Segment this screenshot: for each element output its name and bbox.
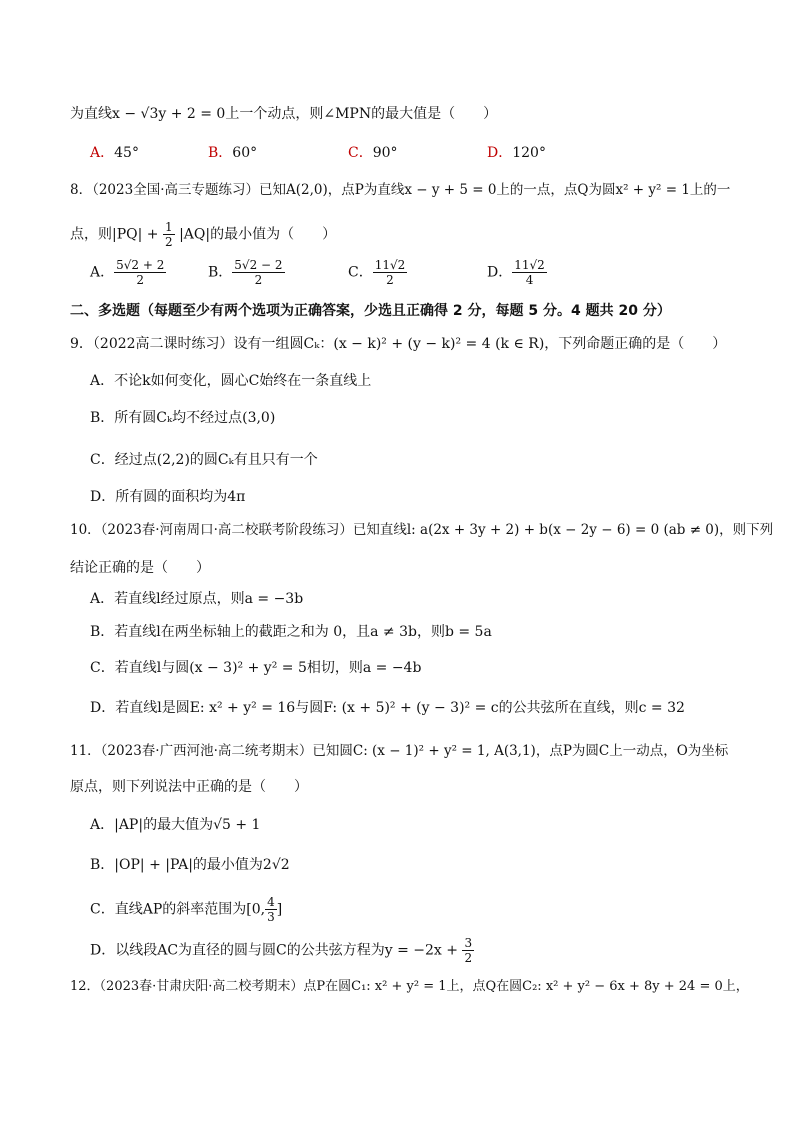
fraction-half: $\frac{1}{2}$	[164, 220, 173, 249]
question-9-option-a: A．不论k如何变化，圆心C始终在一条直线上	[90, 373, 372, 389]
fraction-three-halves: $\frac{3}{2}$	[464, 936, 473, 965]
question-11-line2: 原点，则下列说法中正确的是（ ）	[70, 779, 308, 795]
question-8-line1: 8．（2023全国·高三专题练习）已知A(2,0)，点P为直线x − y + 5 = 0上的一点，点Q为圆x² + y² = 1上的一	[70, 182, 731, 198]
question-11-option-d: D．以线段AC为直径的圆与圆C的公共弦方程为y = −2x + $\frac{3}{2}$	[90, 936, 473, 965]
question-11-option-c: C．直线AP的斜率范围为[0, $\frac{4}{3}$ ]	[90, 895, 283, 924]
question-10-option-d: D．若直线l是圆E: x² + y² = 16与圆F: (x + 5)² + (y − 3)² = c的公共弦所在直线，则c = 32	[90, 700, 685, 716]
section-heading-multiple-choice: 二、多选题（每题至少有两个选项为正确答案，少选且正确得 2 分，每题 5 分。4 题共 20 分）	[70, 303, 671, 319]
question-10-option-c: C．若直线l与圆(x − 3)² + y² = 5相切，则a = −4b	[90, 660, 422, 676]
option-b: B． $\frac{5√2 - 2}{2}$	[208, 258, 283, 287]
question-11-option-b: B．|OP| + |PA|的最小值为2√2	[90, 857, 290, 873]
option-c: C． $\frac{11√2}{2}$	[348, 258, 406, 287]
question-10-option-a: A．若直线l经过原点，则a = −3b	[90, 591, 304, 607]
question-8-line2: 点，则|PQ| + $\frac{1}{2}$ |AQ|的最小值为（ ）	[70, 220, 337, 249]
question-10-line1: 10．（2023春·河南周口·高二校联考阶段练习）已知直线l: a(2x + 3y + 2) + b(x − 2y − 6) = 0 (ab ≠ 0)，则下列	[70, 522, 774, 538]
question-11-line1: 11．（2023春·广西河池·高二统考期末）已知圆C: (x − 1)² + y² = 1, A(3,1)，点P为圆C上一动点，O为坐标	[70, 743, 729, 759]
option-d: D． $\frac{11√2}{4}$	[487, 258, 545, 287]
fraction-four-thirds: $\frac{4}{3}$	[267, 895, 275, 924]
option-c: C．90°	[348, 145, 398, 161]
question-11-option-a: A．|AP|的最大值为√5 + 1	[90, 817, 261, 833]
option-a: A．45°	[90, 145, 139, 161]
question-10-option-b: B．若直线l在两坐标轴上的截距之和为 0，且a ≠ 3b，则b = 5a	[90, 624, 492, 640]
question-10-line2: 结论正确的是（ ）	[70, 560, 210, 576]
question-9-option-c: C．经过点(2,2)的圆Cₖ有且只有一个	[90, 452, 318, 468]
question-9: 9．（2022高二课时练习）设有一组圆Cₖ：(x − k)² + (y − k)² = 4 (k ∈ R)，下列命题正确的是（ ）	[70, 336, 727, 352]
question-12: 12．（2023春·甘肃庆阳·高二校考期末）点P在圆C₁: x² + y² = 1上，点Q在圆C₂: x² + y² − 6x + 8y + 24 = 0上，	[70, 979, 749, 994]
question-9-option-b: B．所有圆Cₖ均不经过点(3,0)	[90, 410, 276, 426]
option-d: D．120°	[487, 145, 546, 161]
question-7-tail: 为直线x − √3y + 2 = 0上一个动点，则∠MPN的最大值是（ ）	[70, 106, 498, 122]
option-a: A． $\frac{5√2 + 2}{2}$	[90, 258, 165, 287]
question-9-option-d: D．所有圆的面积均为4π	[90, 489, 246, 505]
option-b: B．60°	[208, 145, 258, 161]
